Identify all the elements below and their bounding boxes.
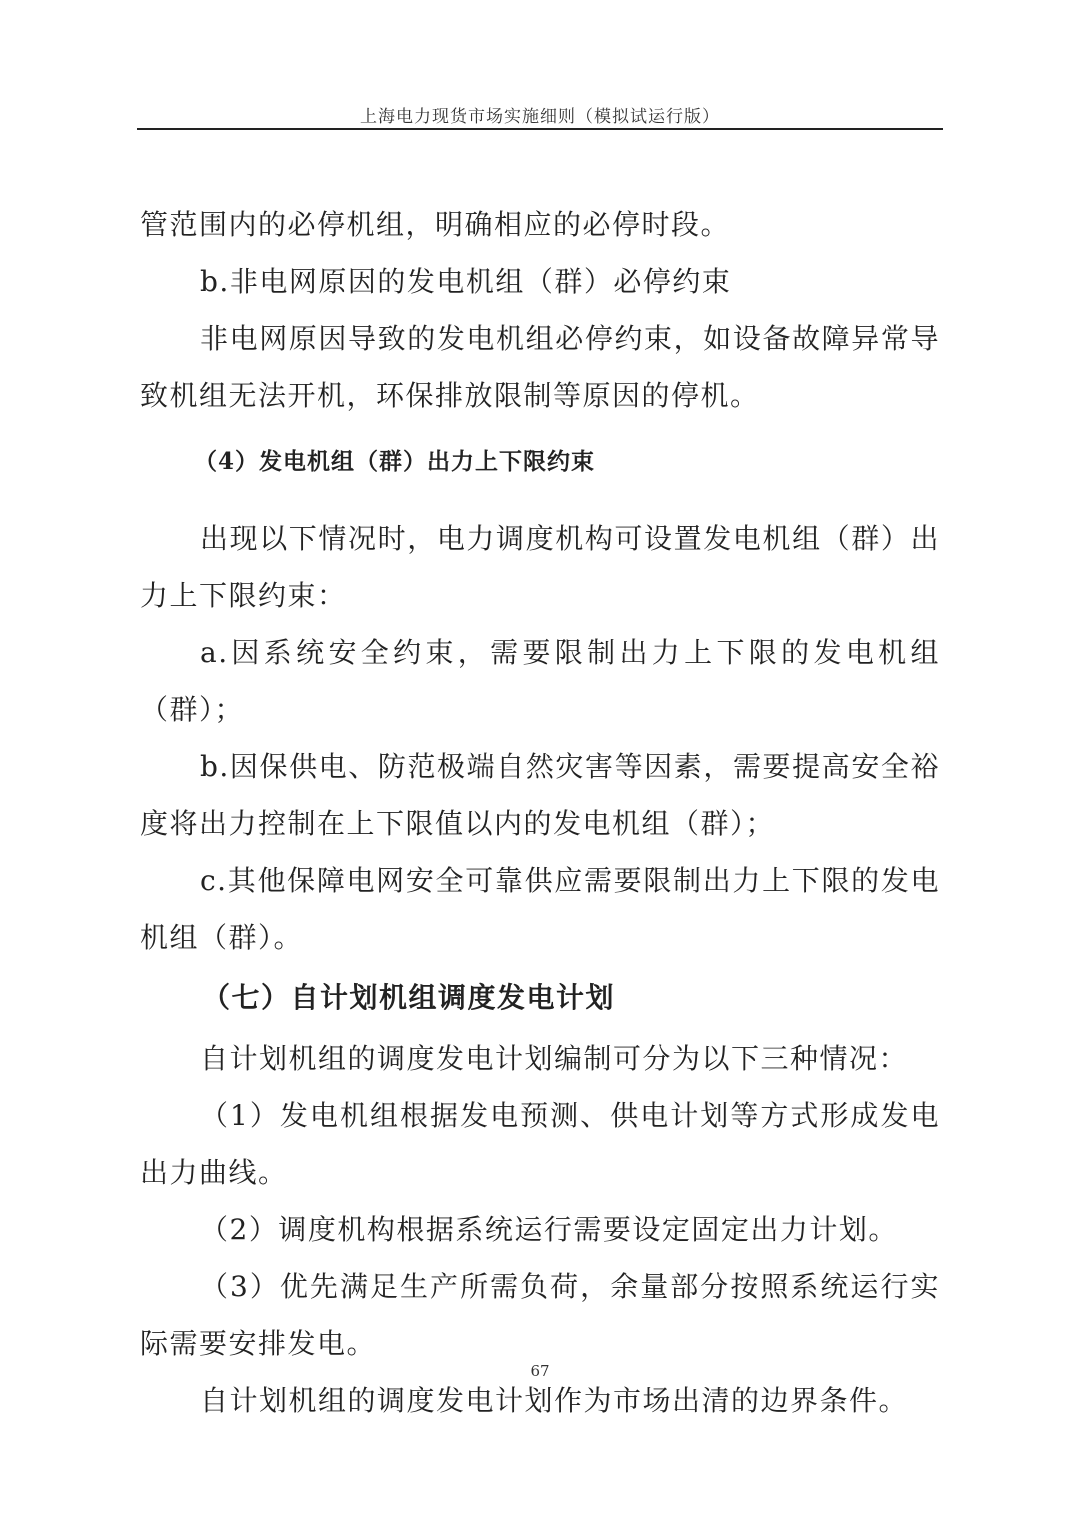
list-item-1: （1）发电机组根据发电预测、供电计划等方式形成发电出力曲线。: [140, 1099, 940, 1189]
page-number: 67: [530, 1362, 550, 1380]
list-item-a: a.因系统安全约束，需要限制出力上下限的发电机组（群）；: [140, 636, 940, 726]
list-item-2: （2）调度机构根据系统运行需要设定固定出力计划。: [200, 1213, 898, 1246]
header-divider: [137, 128, 943, 130]
list-item-3: （3）优先满足生产所需负荷，余量部分按照系统运行实际需要安排发电。: [140, 1270, 940, 1360]
paragraph-continuation: 管范围内的必停机组，明确相应的必停时段。: [140, 208, 731, 241]
paragraph: 非电网原因导致的发电机组必停约束，如设备故障异常导致机组无法开机，环保排放限制等原因的停机。: [140, 322, 940, 412]
section-heading-4: （4）发电机组（群）出力上下限约束: [194, 448, 596, 475]
list-item-c: c.其他保障电网安全可靠供应需要限制出力上下限的发电机组（群）。: [140, 864, 940, 954]
document-body: [140, 196, 940, 1429]
list-item-b-heading: b.非电网原因的发电机组（群）必停约束: [200, 265, 732, 298]
list-item-b: b.因保供电、防范极端自然灾害等因素，需要提高安全裕度将出力控制在上下限值以内的发电机组（群）；: [140, 750, 940, 840]
running-header-title: 上海电力现货市场实施细则（模拟试运行版）: [360, 107, 720, 127]
paragraph: 自计划机组的调度发电计划编制可分为以下三种情况：: [200, 1042, 909, 1075]
paragraph-closing: 自计划机组的调度发电计划作为市场出清的边界条件。: [200, 1384, 909, 1417]
paragraph: 出现以下情况时，电力调度机构可设置发电机组（群）出力上下限约束：: [140, 522, 940, 612]
section-heading-7: （七）自计划机组调度发电计划: [202, 981, 616, 1014]
